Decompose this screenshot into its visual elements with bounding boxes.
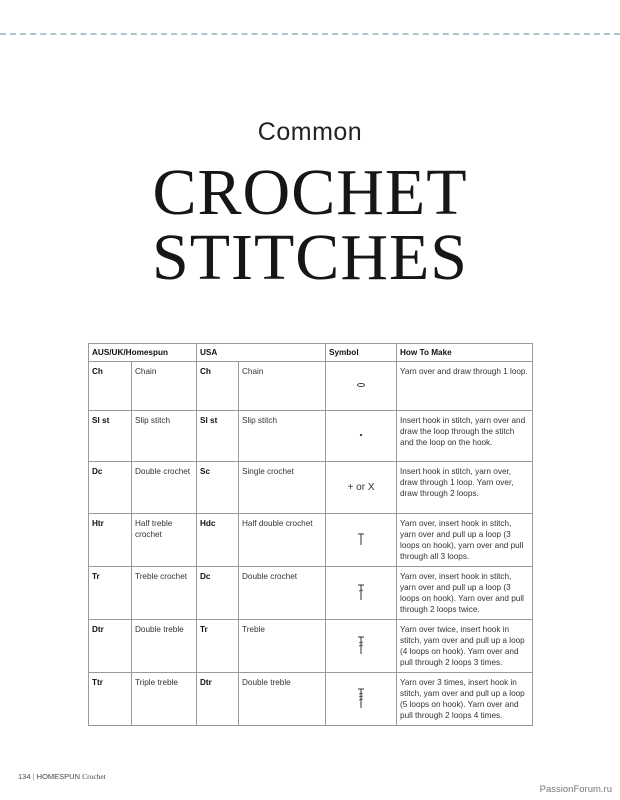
symbol-cell [326,673,397,726]
watermark: PassionForum.ru [539,784,612,795]
aus-stitch-name: Half treble crochet [132,514,197,567]
how-to-make: Insert hook in stitch, yarn over and draw the loop through the stitch and the loop on the hook. [397,411,533,462]
header-usa: USA [197,344,326,362]
usa-stitch-name: Treble [239,620,326,673]
page-subtitle: Common [257,118,363,146]
how-to-make: Yarn over 3 times, insert hook in stitch, yarn over and pull up a loop (5 loops on hook). Yarn over and pull through 2 loops 4 times. [397,673,533,726]
chain-symbol-icon [355,380,367,390]
crochet-stitches-table [88,343,533,726]
usa-stitch-name: Chain [239,362,326,411]
aus-stitch-name: Double treble [132,620,197,673]
usa-stitch-name: Half double crochet [239,514,326,567]
aus-abbreviation: Dtr [89,620,132,673]
symbol-cell [326,462,397,514]
table-row [89,620,533,673]
how-to-make: Yarn over, insert hook in stitch, yarn over and pull up a loop (3 loops on hook), yarn over and pull through all 3 loops. [397,514,533,567]
aus-abbreviation: Tr [89,567,132,620]
how-to-make: Yarn over, insert hook in stitch, yarn over and pull up a loop (3 loops on hook). Yarn over and pull through 2 loops twice. [397,567,533,620]
page-footer [18,772,106,781]
symbol-cell [326,567,397,620]
usa-abbreviation: Ch [197,362,239,411]
double-crochet-symbol-icon [356,583,366,601]
aus-stitch-name: Triple treble [132,673,197,726]
usa-abbreviation: Sc [197,462,239,514]
slip-stitch-symbol-icon [357,431,365,439]
page-title-line-1: CROCHET [152,156,468,229]
aus-stitch-name: Slip stitch [132,411,197,462]
header-symbol: Symbol [326,344,397,362]
aus-stitch-name: Chain [132,362,197,411]
footer-separator: | [32,772,35,781]
aus-stitch-name: Double crochet [132,462,197,514]
single-crochet-symbol-icon: + or X [347,482,375,493]
double-treble-symbol-icon [356,687,366,709]
how-to-make: Insert hook in stitch, yarn over, draw through 1 loop. Yarn over, draw through 2 loops. [397,462,533,514]
usa-stitch-name: Slip stitch [239,411,326,462]
symbol-cell [326,514,397,567]
aus-abbreviation: Ch [89,362,132,411]
table-row [89,462,533,514]
table-header-row [89,344,533,362]
symbol-cell [326,362,397,411]
usa-stitch-name: Single crochet [239,462,326,514]
usa-stitch-name: Double treble [239,673,326,726]
aus-abbreviation: Sl st [89,411,132,462]
aus-abbreviation: Htr [89,514,132,567]
how-to-make: Yarn over twice, insert hook in stitch, yarn over and pull up a loop (4 loops on hook). Yarn over and pull through 2 loops 3 times. [397,620,533,673]
how-to-make: Yarn over and draw through 1 loop. [397,362,533,411]
table-row [89,362,533,411]
usa-abbreviation: Dtr [197,673,239,726]
table-row [89,567,533,620]
header-aus-uk-homespun: AUS/UK/Homespun [89,344,197,362]
usa-abbreviation: Hdc [197,514,239,567]
page-number: 134 [18,772,31,781]
treble-symbol-icon [356,635,366,655]
half-double-symbol-icon [356,532,366,546]
header-how-to-make: How To Make [397,344,533,362]
aus-abbreviation: Ttr [89,673,132,726]
usa-abbreviation: Sl st [197,411,239,462]
table-row [89,673,533,726]
usa-abbreviation: Tr [197,620,239,673]
publication-name-caps: HOMESPUN [36,772,80,781]
dashed-divider [0,33,620,35]
usa-abbreviation: Dc [197,567,239,620]
page-title-line-2: STITCHES [151,221,469,294]
aus-abbreviation: Dc [89,462,132,514]
aus-stitch-name: Treble crochet [132,567,197,620]
symbol-cell [326,411,397,462]
table-row [89,514,533,567]
publication-name-rest: Crochet [82,772,106,781]
table-row [89,411,533,462]
symbol-cell [326,620,397,673]
usa-stitch-name: Double crochet [239,567,326,620]
